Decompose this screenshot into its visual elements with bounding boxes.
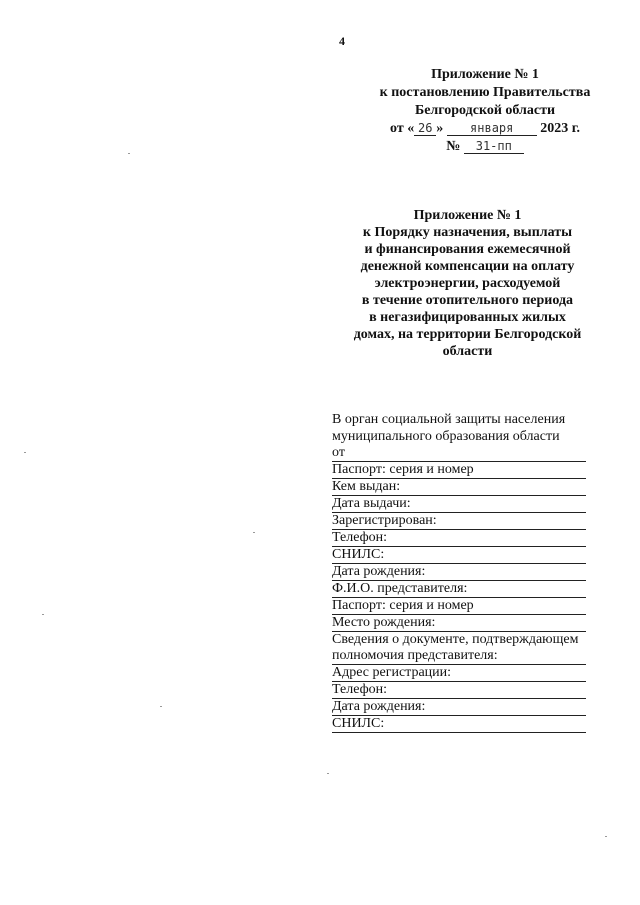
scan-speck [128,153,130,154]
form-field[interactable]: Дата рождения: [332,564,586,581]
number-prefix: № [446,139,461,154]
addressee-block [332,411,586,445]
addressee-line-1: В орган социальной защиты населения [332,412,566,427]
region-name: Белгородской области [414,103,556,118]
form-field[interactable]: Адрес регистрации: [332,665,586,682]
form-field[interactable]: Зарегистрирован: [332,513,586,530]
form-field[interactable]: СНИЛС: [332,547,586,564]
form-field[interactable]: Телефон: [332,682,586,699]
scan-speck [327,773,329,774]
order-title-line: и финансирования ежемесячной [364,242,571,257]
order-title-line: электроэнергии, расходуемой [374,276,561,291]
date-month-handwritten: января [447,121,537,136]
date-day-handwritten: 26 [414,121,436,136]
form-field[interactable]: Телефон: [332,530,586,547]
order-title-line: к Порядку назначения, выплаты [362,225,573,240]
form-fields [332,462,586,733]
order-title-line: области [442,344,493,359]
resolution-number-handwritten: 31-пп [464,139,524,154]
scan-speck [24,452,26,453]
resolution-reference: к постановлению Правительства [379,85,591,100]
form-field[interactable]: Паспорт: серия и номер [332,462,586,479]
scan-speck [253,532,255,533]
form-field[interactable]: Место рождения: [332,615,586,632]
form-field[interactable]: Дата рождения: [332,699,586,716]
form-field[interactable]: Сведения о документе, подтверждающем полномочия представителя: [332,632,586,665]
resolution-date-line [360,120,610,138]
appendix-header [360,66,610,156]
form-field[interactable]: Паспорт: серия и номер [332,598,586,615]
date-mid: » [436,121,444,136]
resolution-number-line [360,138,610,156]
date-year: 2023 г. [540,121,580,136]
order-title-line: денежной компенсации на оплату [360,259,575,274]
scan-speck [160,706,162,707]
form-field[interactable]: Кем выдан: [332,479,586,496]
page-number: 4 [339,34,345,48]
addressee-line-2: муниципального образования области [332,429,560,444]
form-field[interactable]: Дата выдачи: [332,496,586,513]
order-title-line: в течение отопительного периода [361,293,574,308]
order-title [330,207,605,360]
appendix-title: Приложение № 1 [431,67,539,82]
scan-speck [42,614,44,615]
date-prefix: от « [390,121,415,136]
application-form [332,411,586,733]
order-title-line: в негазифицированных жилых [369,310,566,325]
scan-speck [605,836,607,837]
from-field[interactable]: от [332,445,586,462]
form-field[interactable]: СНИЛС: [332,716,586,733]
order-title-line: домах, на территории Белгородской [353,327,582,342]
form-field[interactable]: Ф.И.О. представителя: [332,581,586,598]
order-title-line: Приложение № 1 [413,208,522,223]
